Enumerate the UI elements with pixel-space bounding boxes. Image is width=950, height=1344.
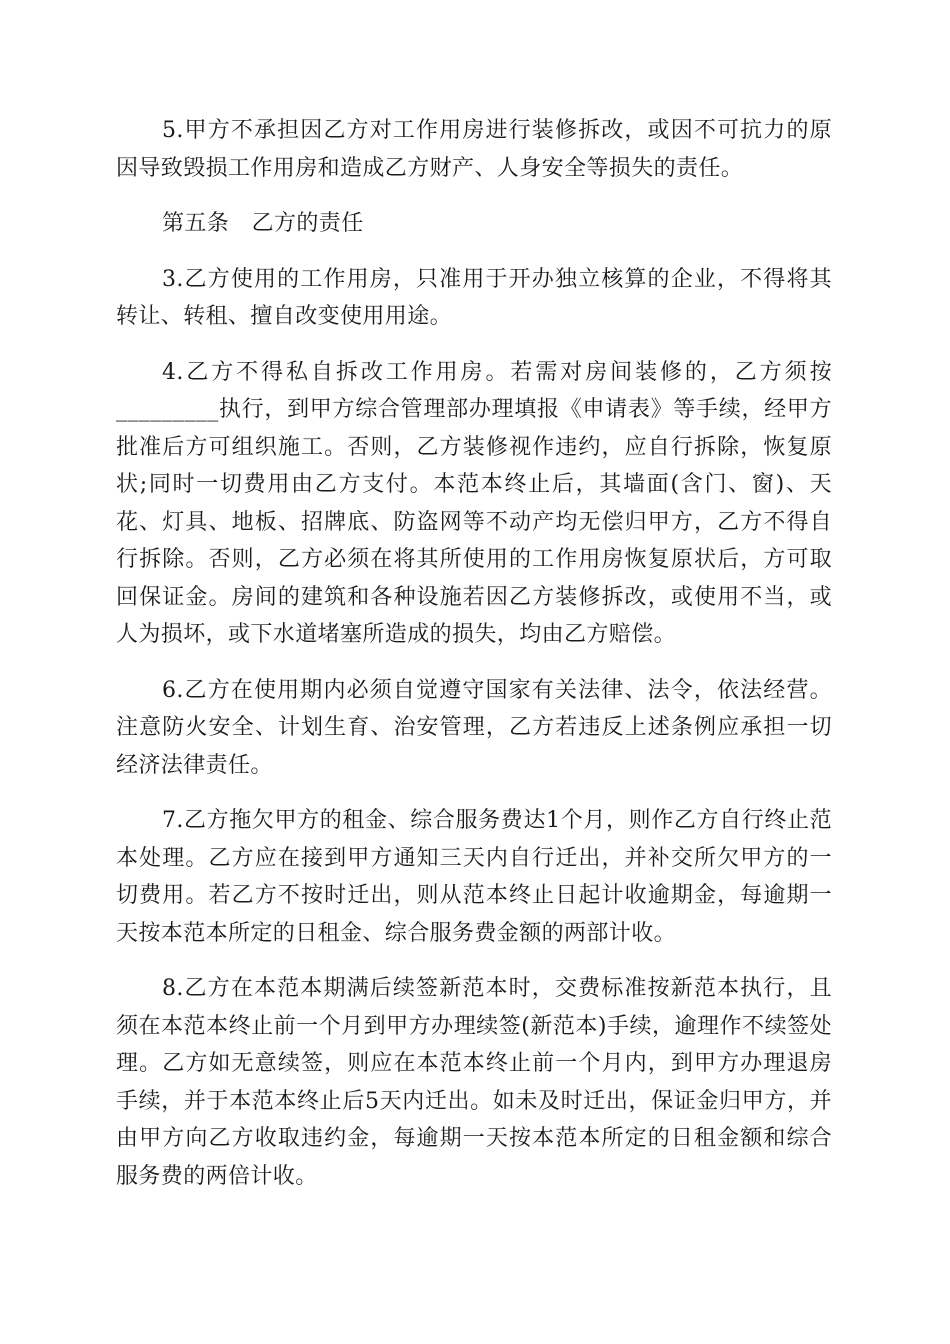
clause-paragraph-party-b-8: 8.乙方在本范本期满后续签新范本时，交费标准按新范本执行，且须在本范本终止前一个月到甲方办理续签(新范本)手续，逾理作不续签处理。乙方如无意续签，则应在本范本终止前一个月内，到甲方办理退房手续，并于本范本终止后5天内迁出。如未及时迁出，保证金归甲方，并由甲方向乙方收取违约金，每逾期一天按本范本所定的日租金额和综合服务费的两倍计收。 bbox=[116, 976, 832, 1189]
clause-paragraph-party-b-3: 3.乙方使用的工作用房，只准用于开办独立核算的企业，不得将其转让、转租、擅自改变使用用途。 bbox=[116, 266, 832, 329]
clause-paragraph-party-b-4: 4.乙方不得私自拆改工作用房。若需对房间装修的，乙方须按_________执行，到甲方综合管理部办理填报《申请表》等手续，经甲方批准后方可组织施工。否则，乙方装修视作违约，应自行拆除，恢复原状;同时一切费用由乙方支付。本范本终止后，其墙面(含门、窗)、天花、灯具、地板、招牌底、防盗网等不动产均无偿归甲方，乙方不得自行拆除。否则，乙方必须在将其所使用的工作用房恢复原状后，方可取回保证金。房间的建筑和各种设施若因乙方装修拆改，或使用不当，或人为损坏，或下水道堵塞所造成的损失，均由乙方赔偿。 bbox=[116, 359, 832, 647]
document-body bbox=[116, 112, 832, 1213]
clause-paragraph-party-a-5: 5.甲方不承担因乙方对工作用房进行装修拆改，或因不可抗力的原因导致毁损工作用房和造成乙方财产、人身安全等损失的责任。 bbox=[116, 118, 832, 181]
clause-paragraph-party-b-7: 7.乙方拖欠甲方的租金、综合服务费达1个月，则作乙方自行终止范本处理。乙方应在接到甲方通知三天内自行迁出，并补交所欠甲方的一切费用。若乙方不按时迁出，则从范本终止日起计收逾期金，每逾期一天按本范本所定的日租金、综合服务费金额的两部计收。 bbox=[116, 808, 832, 946]
clause-paragraph-party-b-6: 6.乙方在使用期内必须自觉遵守国家有关法律、法令，依法经营。注意防火安全、计划生育、治安管理，乙方若违反上述条例应承担一切经济法律责任。 bbox=[116, 677, 832, 778]
article-heading-5: 第五条 乙方的责任 bbox=[162, 211, 364, 236]
